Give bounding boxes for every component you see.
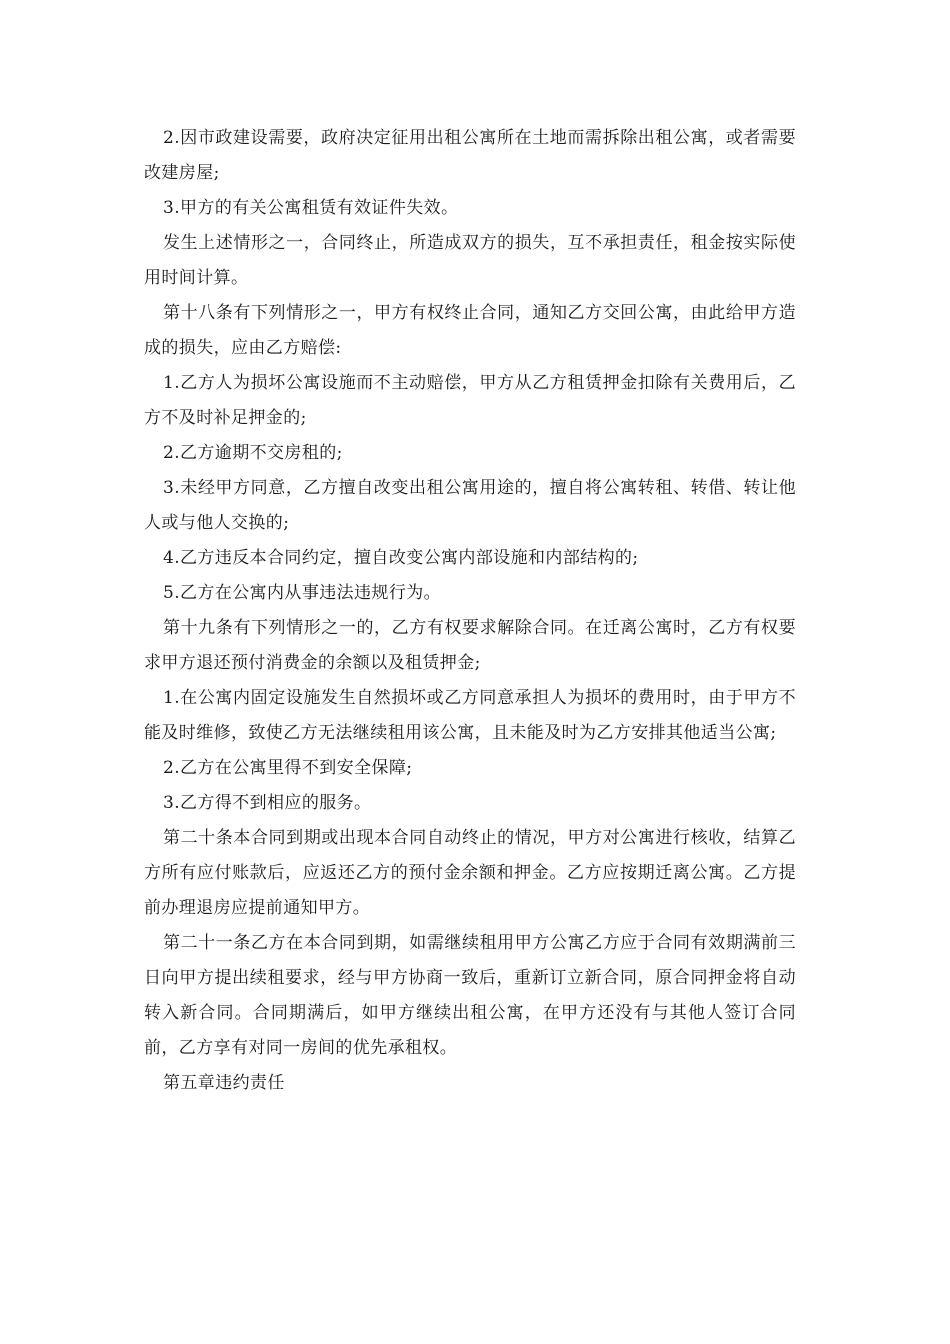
paragraph-termination-effect: 发生上述情形之一，合同终止，所造成双方的损失，互不承担责任，租金按实际使用时间计算。 [144, 233, 796, 288]
paragraph-article-18-item-3: 3.未经甲方同意，乙方擅自改变出租公寓用途的，擅自将公寓转租、转借、转让他人或与他人交换的; [144, 478, 796, 533]
paragraph-article-19-item-2: 2.乙方在公寓里得不到安全保障; [163, 758, 413, 778]
paragraph-article-18: 第十八条有下列情形之一，甲方有权终止合同，通知乙方交回公寓，由此给甲方造成的损失，应由乙方赔偿: [144, 303, 796, 358]
paragraph-article-20: 第二十条本合同到期或出现本合同自动终止的情况，甲方对公寓进行核收，结算乙方所有应付账款后，应返还乙方的预付金余额和押金。乙方应按期迁离公寓。乙方提前办理退房应提前通知甲方。 [144, 828, 796, 918]
paragraph-article-18-item-1: 1.乙方人为损坏公寓设施而不主动赔偿，甲方从乙方租赁押金扣除有关费用后，乙方不及时补足押金的; [144, 373, 796, 428]
paragraph-article-21: 第二十一条乙方在本合同到期，如需继续租用甲方公寓乙方应于合同有效期满前三日向甲方提出续租要求，经与甲方协商一致后，重新订立新合同，原合同押金将自动转入新合同。合同期满后，如甲方继续出租公寓，在甲方还没有与其他人签订合同前，乙方享有对同一房间的优先承租权。 [144, 933, 796, 1058]
paragraph-article-19: 第十九条有下列情形之一的，乙方有权要求解除合同。在迁离公寓时，乙方有权要求甲方退还预付消费金的余额以及租赁押金; [144, 618, 796, 673]
paragraph-article-19-item-1: 1.在公寓内固定设施发生自然损坏或乙方同意承担人为损坏的费用时，由于甲方不能及时维修，致使乙方无法继续租用该公寓，且未能及时为乙方安排其他适当公寓; [144, 688, 796, 743]
paragraph-article-18-item-2: 2.乙方逾期不交房租的; [163, 443, 343, 463]
paragraph-item-2-demolition: 2.因市政建设需要，政府决定征用出租公寓所在土地而需拆除出租公寓，或者需要改建房屋; [144, 128, 796, 183]
document-body [144, 121, 796, 1101]
chapter-heading-breach: 第五章违约责任 [163, 1073, 285, 1093]
paragraph-article-19-item-3: 3.乙方得不到相应的服务。 [163, 793, 372, 813]
paragraph-article-18-item-5: 5.乙方在公寓内从事违法违规行为。 [163, 583, 442, 603]
paragraph-article-18-item-4: 4.乙方违反本合同约定，擅自改变公寓内部设施和内部结构的; [163, 548, 639, 568]
paragraph-item-3-certificate: 3.甲方的有关公寓租赁有效证件失效。 [163, 198, 459, 218]
